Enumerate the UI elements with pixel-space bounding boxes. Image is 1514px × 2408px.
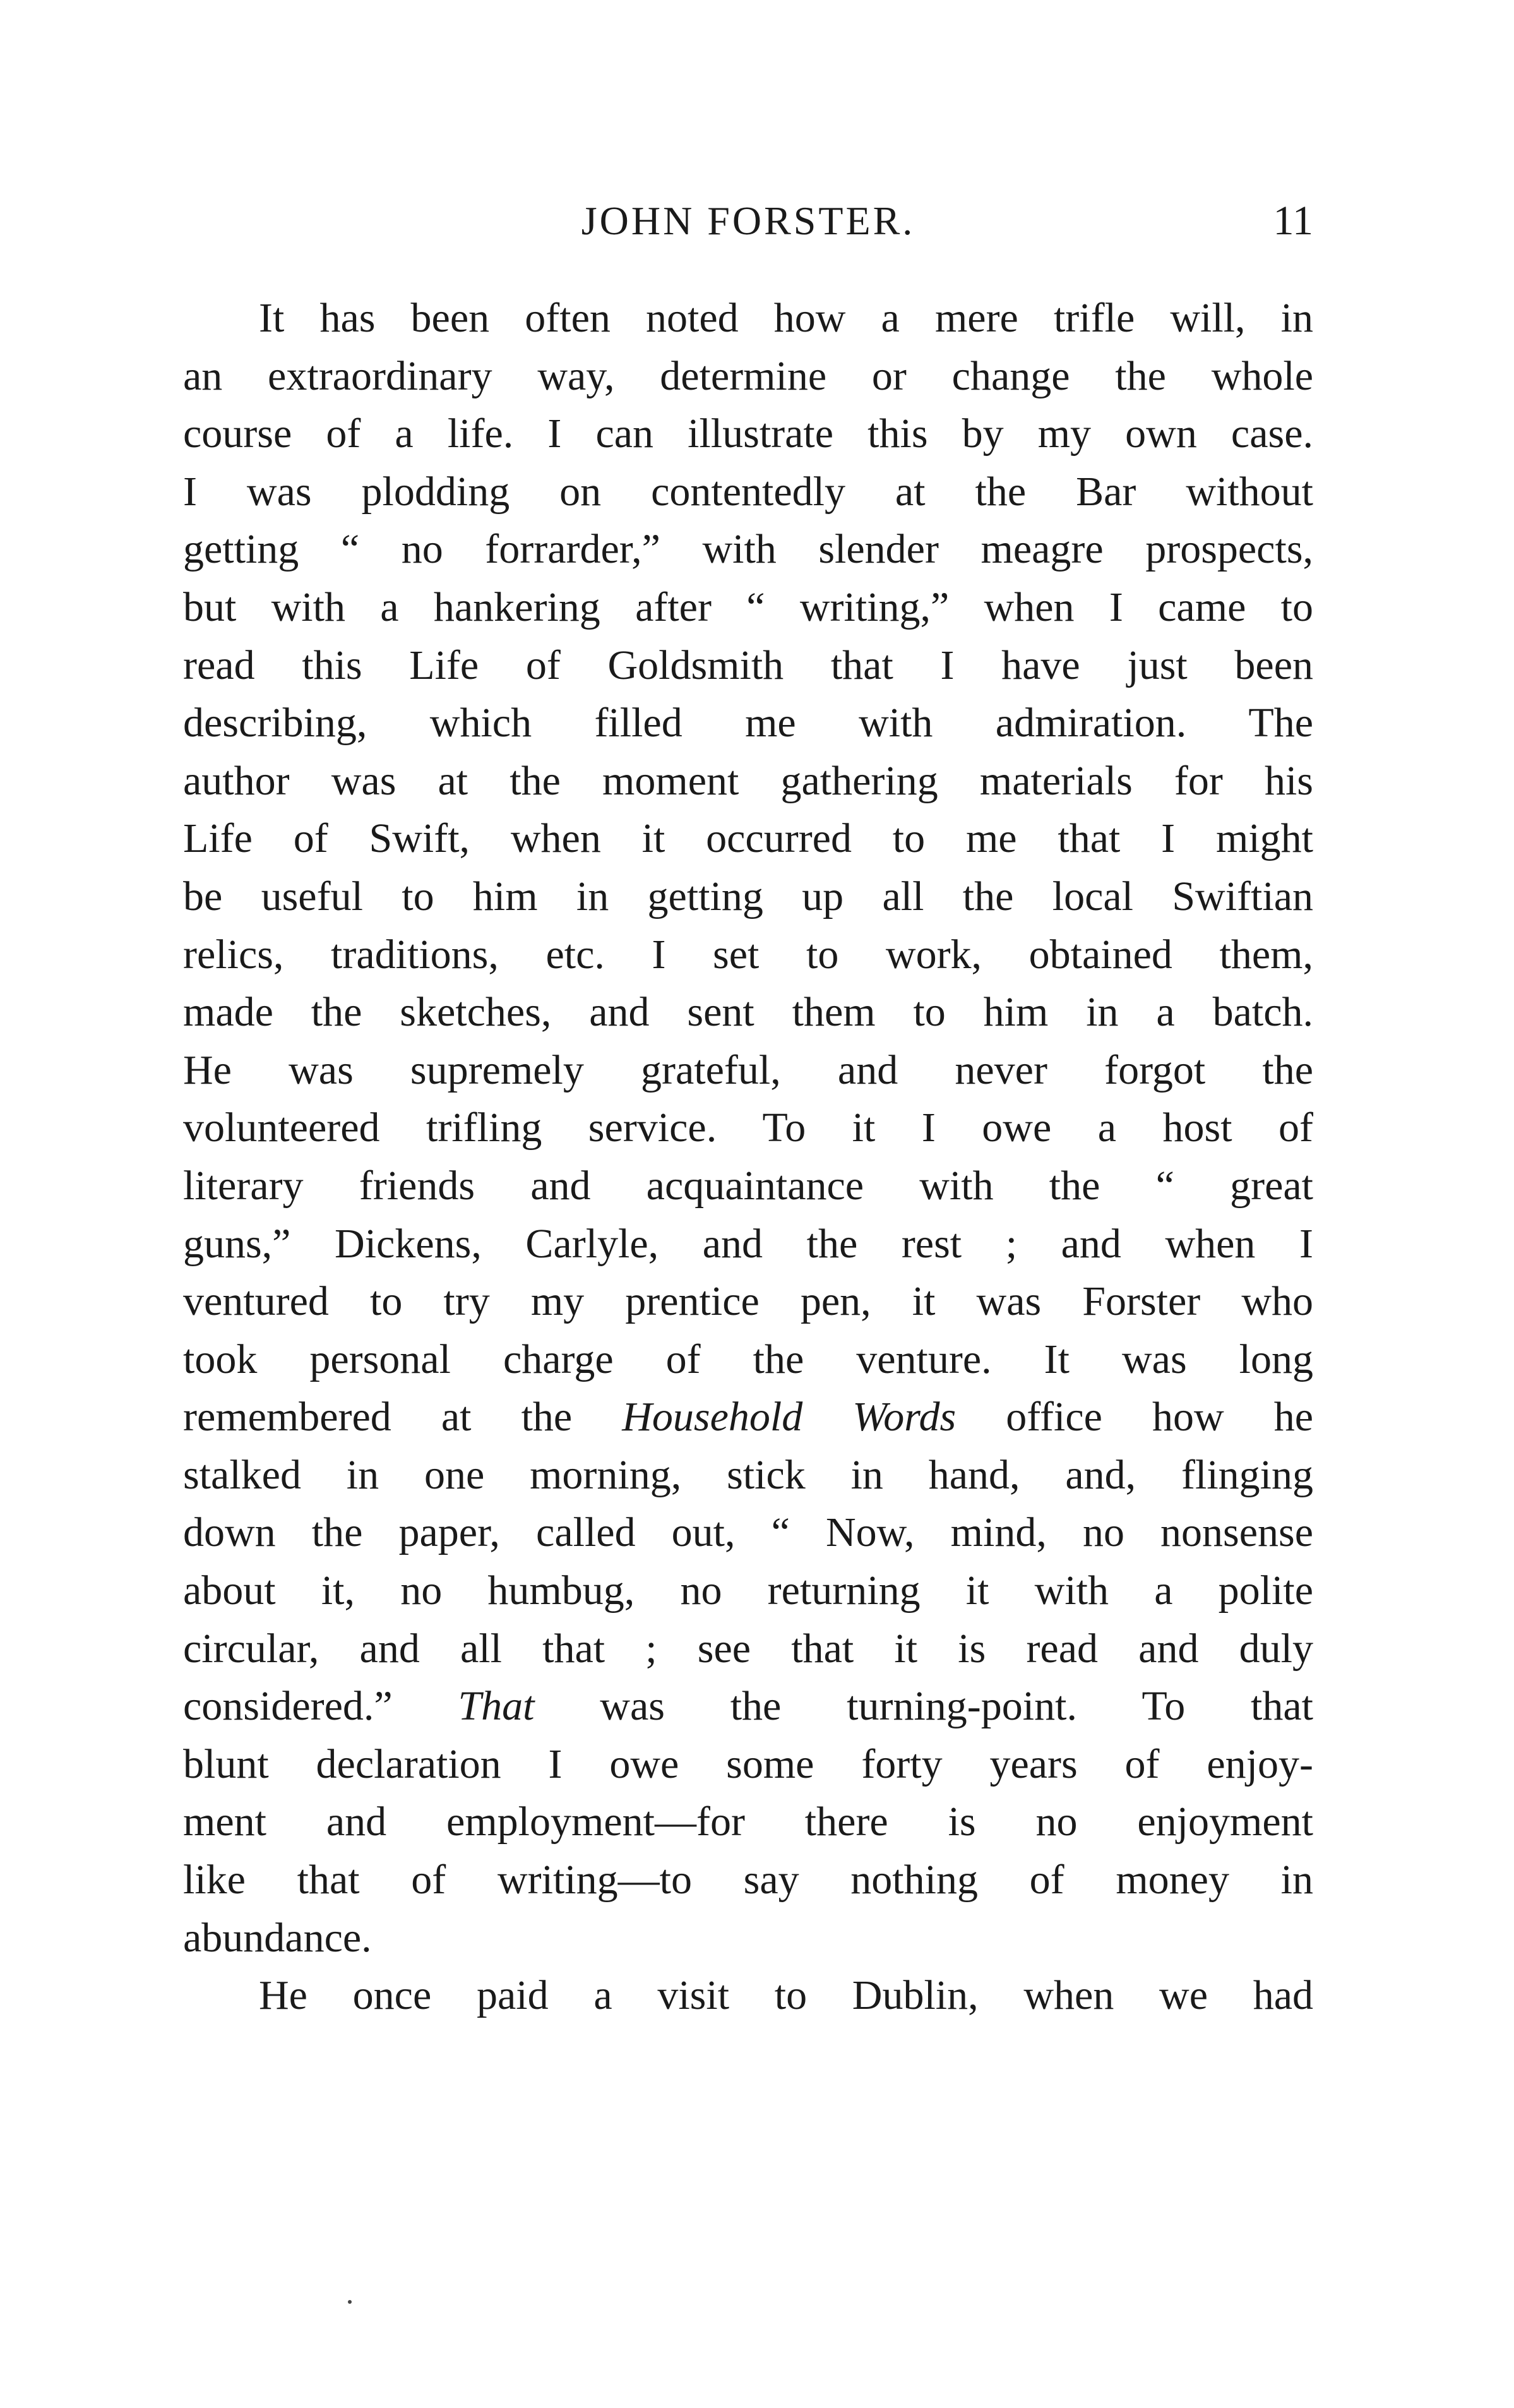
- text-line: be useful to him in getting up all the local Swiftian: [183, 873, 1313, 919]
- text-line: He was supremely grateful, and never forgot the: [183, 1046, 1313, 1093]
- text-line: getting “ no forrarder,” with slender meagre prospects,: [183, 526, 1313, 573]
- text-line: author was at the moment gathering materials for his: [183, 757, 1313, 804]
- page-number: 11: [1273, 198, 1313, 244]
- text-line: took personal charge of the venture. It was long: [183, 1336, 1313, 1382]
- text-line: guns,” Dickens, Carlyle, and the rest ; and when I: [183, 1220, 1313, 1267]
- text-line-paragraph-end: abundance.: [183, 1914, 372, 1961]
- text-line: ment and employment—for there is no enjoyment: [183, 1799, 1313, 1845]
- ink-speck: [348, 2300, 352, 2304]
- italic-emphasis: That: [458, 1683, 535, 1730]
- running-head: [183, 193, 1313, 262]
- text-line: blunt declaration I owe some forty years of enjoy-: [183, 1740, 1313, 1787]
- text-line: describing, which filled me with admiration. The: [183, 700, 1313, 746]
- text-line: an extraordinary way, determine or change the whole: [183, 352, 1313, 399]
- text-line: volunteered trifling service. To it I owe a host of: [183, 1105, 1313, 1151]
- text-line: but with a hankering after “ writing,” when I came to: [183, 584, 1313, 630]
- text-line: made the sketches, and sent them to him in a batch.: [183, 989, 1313, 1036]
- text-line: about it, no humbug, no returning it with a polite: [183, 1567, 1313, 1614]
- text-line: Life of Swift, when it occurred to me that I might: [183, 815, 1313, 862]
- text-line: ventured to try my prentice pen, it was Forster who: [183, 1278, 1313, 1325]
- text-line: It has been often noted how a mere trifle will, in: [259, 295, 1313, 341]
- text-line-with-italic: [183, 1677, 1313, 1735]
- text-line: course of a life. I can illustrate this by my own case.: [183, 410, 1313, 457]
- text-run: office how he: [956, 1394, 1313, 1441]
- italic-title: Household Words: [622, 1394, 957, 1441]
- text-line-paragraph-start: He once paid a visit to Dublin, when we had: [259, 1972, 1313, 2019]
- text-run: remembered at the: [183, 1394, 623, 1441]
- text-line: like that of writing—to say nothing of money in: [183, 1857, 1313, 1903]
- text-line: down the paper, called out, “ Now, mind, no nonsense: [183, 1509, 1313, 1556]
- body-text: [183, 289, 1313, 2025]
- text-line: I was plodding on contentedly at the Bar without: [183, 468, 1313, 515]
- text-run: was the turning-point. To that: [534, 1683, 1313, 1730]
- text-run: considered.”: [183, 1683, 458, 1730]
- text-line: read this Life of Goldsmith that I have just been: [183, 642, 1313, 688]
- text-line: relics, traditions, etc. I set to work, obtained them,: [183, 931, 1313, 978]
- text-line: stalked in one morning, stick in hand, and, flinging: [183, 1451, 1313, 1498]
- text-line: circular, and all that ; see that it is read and duly: [183, 1625, 1313, 1672]
- text-line-with-italic: [183, 1388, 1313, 1446]
- running-title: JOHN FORSTER.: [581, 198, 915, 243]
- text-line: literary friends and acquaintance with the “ great: [183, 1162, 1313, 1209]
